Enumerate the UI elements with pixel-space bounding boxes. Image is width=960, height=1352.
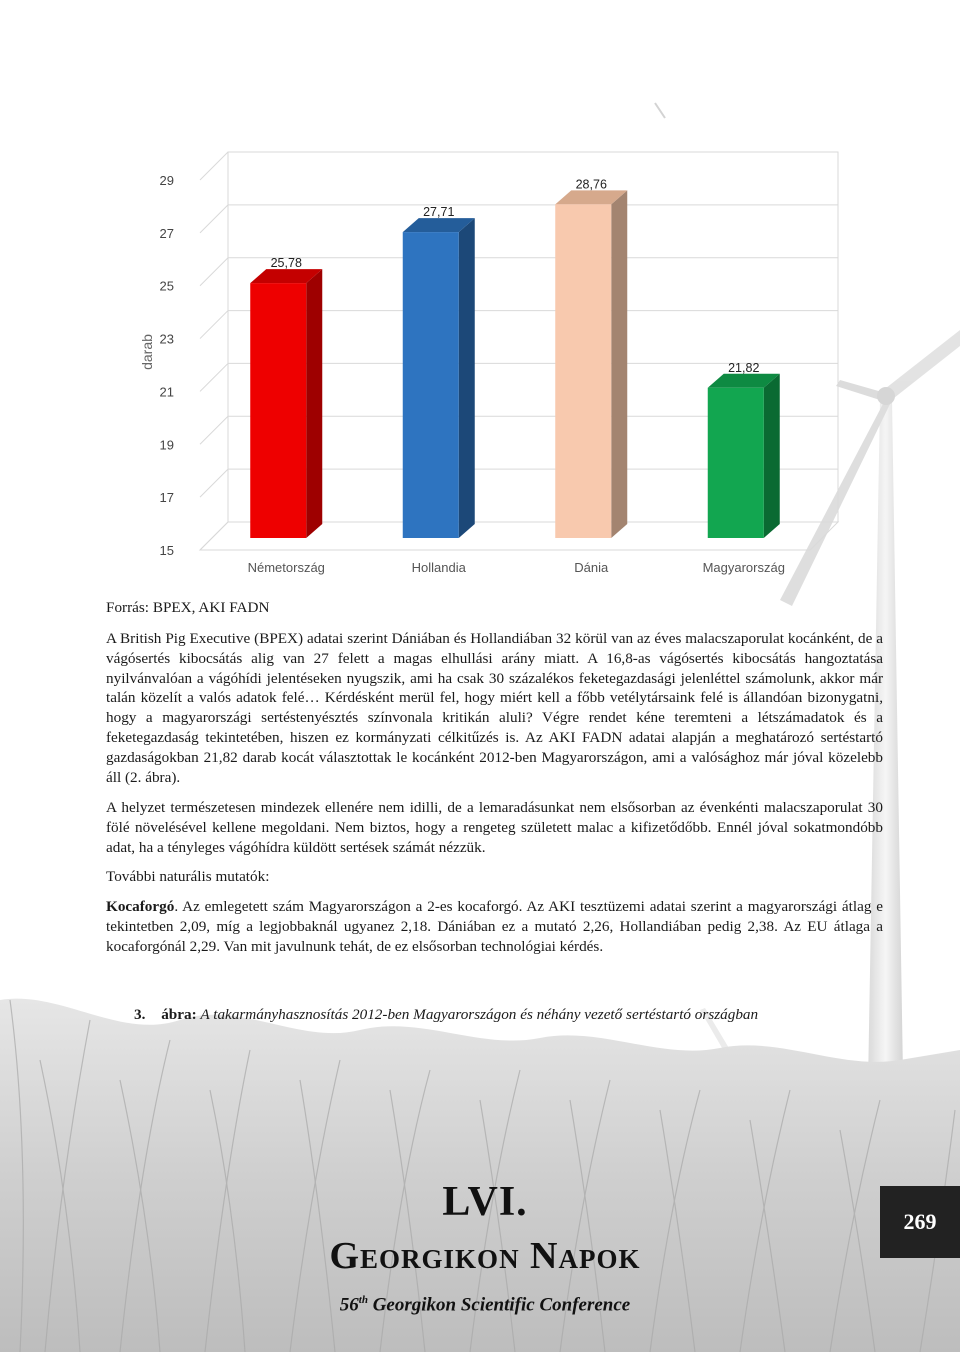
- paragraph-4-text: [106, 897, 883, 956]
- paragraph-4: [106, 897, 883, 956]
- y-tick-label: 25: [159, 278, 174, 294]
- grid-line-diagonal: [200, 258, 228, 286]
- bar: [708, 388, 764, 538]
- bar-chart: [100, 120, 840, 590]
- grid-line-diagonal: [200, 311, 228, 339]
- x-category-label: Magyarország: [702, 560, 785, 575]
- y-tick-label: 17: [159, 490, 174, 506]
- paragraph-4-term: Kocaforgó: [106, 898, 175, 915]
- bar: [403, 232, 459, 538]
- paragraph-2-text: A helyzet természetesen mindezek ellenére nem idilli, de a lemaradásunkat nem elsősorban az évenkénti malacszaporulat 30 fölé növelésével kellene megoldani. Nem biztos, hogy a rengeteg született malac a kifizetődőbb. Ennél jóval sokatmondóbb adat, ha a tényleges vágóhídra küldött sertések számát nézzük.: [106, 799, 883, 856]
- data-label: 27,71: [423, 205, 455, 220]
- bar-side: [306, 269, 322, 538]
- bar: [250, 283, 306, 538]
- caption-label: ábra:: [161, 1006, 197, 1023]
- y-tick-label: 27: [159, 225, 174, 241]
- grid-line-diagonal: [200, 469, 228, 497]
- data-label: 25,78: [270, 256, 302, 271]
- bar-side: [611, 190, 627, 538]
- x-category-label: Hollandia: [411, 560, 466, 575]
- conference-subtitle-text: Georgikon Scientific Conference: [367, 1294, 631, 1316]
- paragraph-1: [106, 629, 883, 787]
- conference-logo: [260, 1178, 710, 1319]
- y-tick-label: 21: [159, 384, 174, 400]
- grid-line-diagonal: [200, 152, 228, 180]
- paragraph-3-text: További naturális mutatók:: [106, 868, 270, 885]
- data-labels: [271, 177, 760, 374]
- conference-name: Georgikon Napok: [329, 1235, 641, 1277]
- grid-line-diagonal: [200, 363, 228, 391]
- data-label: 28,76: [575, 177, 607, 192]
- figure-source: [106, 598, 883, 618]
- conference-edition: 56: [339, 1294, 359, 1316]
- y-tick-label: 19: [159, 437, 174, 453]
- bar-side: [764, 374, 780, 538]
- paragraph-4-body: . Az emlegetett szám Magyarországon a 2-es kocaforgó. Az AKI tesztüzemi adatai szerint a magyarországi átlag e tekintetben 2,09, míg a legjobbaknál ugyanez 2,18. Dániában ez a mutató 2,26, Hollandiában pedig 2,38. Az EU átlaga a kocaforgónál 2,29. Van mit javulnunk tehát, de ez elsősorban technológiai kérdés.: [106, 898, 883, 955]
- paragraph-1-text: A British Pig Executive (BPEX) adatai szerint Dániában és Hollandiában 32 körül van az éves malacszaporulat kocánként, de a vágósertés kibocsátás alig van 27 felett a magas elhullási arány miatt. A 16,8-as vágósertés kibocsátás hangoztatása nyilvánvalóan a vágóhídi jelentéseken nyugszik, ami ha csak 30 százalékos feketegazdasági jelenléttel számolunk, akkor már talán közelít a valós adatok felé… Kérdésként merül fel, hogy miért kell a főbb vetélytársaink felé is állandóan bizonygatni, hogy a magyarországi sertéstenyésztés színvonala kritikán aluli? Végre rendet kéne teremteni a létszámadatok és a feketegazdaság tekintetében, hiszen ez kormányzati célkitűzés is. Az AKI FADN adatai alapján a meghatározó sertéstartó gazdaságokban 21,82 darab kocát választottak le kocánként 2012-ben Magyarországon, ami a valósághoz már jóval közelebb áll (2. ábra).: [106, 630, 883, 786]
- conference-subtitle: [260, 1286, 710, 1319]
- x-category-label: Németország: [247, 560, 325, 575]
- x-axis-categories: [248, 560, 785, 575]
- conference-number: LVI.: [442, 1179, 528, 1225]
- bar: [555, 204, 611, 538]
- y-tick-label: 29: [159, 173, 174, 188]
- page-number: 269: [903, 1209, 937, 1234]
- data-label: 21,82: [728, 360, 760, 375]
- caption-title: A takarmányhasznosítás 2012-ben Magyarországon és néhány vezető sertéstartó országban: [200, 1006, 759, 1023]
- paragraph-3: [106, 867, 883, 887]
- grid-line-diagonal: [200, 416, 228, 444]
- grid-line-diagonal: [200, 205, 228, 233]
- y-tick-label: 23: [159, 331, 174, 347]
- figure-caption: [134, 1006, 758, 1024]
- source-text: Forrás: BPEX, AKI FADN: [106, 599, 270, 616]
- grid-line-diagonal: [200, 522, 228, 550]
- conference-edition-suffix: th: [358, 1294, 368, 1306]
- paragraph-2: [106, 798, 883, 857]
- bar-side: [459, 218, 475, 538]
- y-axis-label: darab: [139, 334, 155, 370]
- x-category-label: Dánia: [574, 560, 609, 575]
- page-number-box: [880, 1186, 960, 1258]
- chart-bars: [250, 190, 780, 538]
- y-axis-ticks: [160, 173, 174, 558]
- y-tick-label: 15: [159, 543, 174, 558]
- caption-number: 3.: [134, 1006, 146, 1023]
